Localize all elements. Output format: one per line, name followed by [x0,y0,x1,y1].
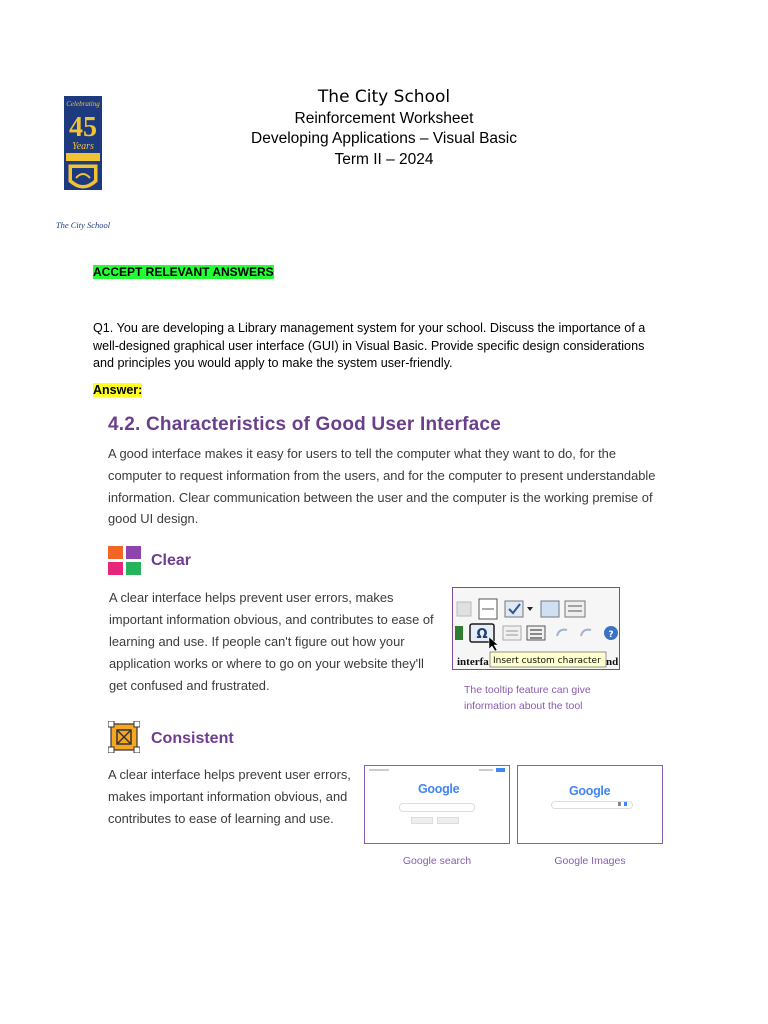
answer-label [93,383,142,397]
tooltip-screenshot [452,587,620,670]
consistent-icon [108,721,140,753]
consistent-paragraph: A clear interface helps prevent user errors, makes important information obvious, and contributes to ease of learning and use. [108,767,351,826]
tooltip-fragment-left: interfa [457,656,489,668]
tooltip-text: Insert custom character [493,656,601,666]
svg-text:?: ? [608,630,614,640]
logo-text-top: Celebrating [66,100,100,108]
google-search-caption: Google search [402,855,472,867]
worksheet-title: Reinforcement Worksheet [294,110,474,127]
school-name: The City School [317,87,451,107]
clear-grid-icon [108,546,142,576]
subject-title: Developing Applications – Visual Basic [251,130,517,147]
tooltip-fragment-right: nd [606,656,619,668]
school-logo [50,92,120,232]
google-images-screenshot [517,765,663,844]
consistent-heading: Consistent [151,730,234,747]
answer-label-text: Answer: [93,383,143,397]
google-images-caption: Google Images [554,855,626,867]
clear-heading: Clear [151,552,192,569]
accept-answers-note [93,265,274,279]
term-label: Term II – 2024 [334,151,434,168]
svg-text:Ω: Ω [476,627,488,642]
question-text: Q1. You are developing a Library management system for your school. Discuss the importance of a well-designed graphical user interface (GUI) in Visual Basic. Provide specific design considerations and principles you would apply to make the system user-friendly. [93,321,646,370]
section-title: 4.2. Characteristics of Good User Interface [108,414,501,435]
accept-answers-text: ACCEPT RELEVANT ANSWERS [93,265,274,279]
logo-number: 45 [69,112,97,143]
logo-years: Years [72,141,94,152]
logo-text-bottom: The City School [55,220,111,230]
tooltip-caption: The tooltip feature can give information about the tool [464,684,591,712]
google-search-screenshot [364,765,510,844]
google-logo-1: Google [418,782,460,796]
clear-paragraph: A clear interface helps prevent user errors, makes important information obvious, and contributes to ease of learning and use. If people can't figure out how your application works or where to go on your website they'll get confused and frustrated. [109,590,434,693]
google-logo-2: Google [569,784,611,798]
intro-paragraph: A good interface makes it easy for users to tell the computer what they want to do, for the computer to request information from the users, and for the computer to present understandable information. Clear communication between the user and the computer is the working premise of good UI design. [108,446,656,527]
